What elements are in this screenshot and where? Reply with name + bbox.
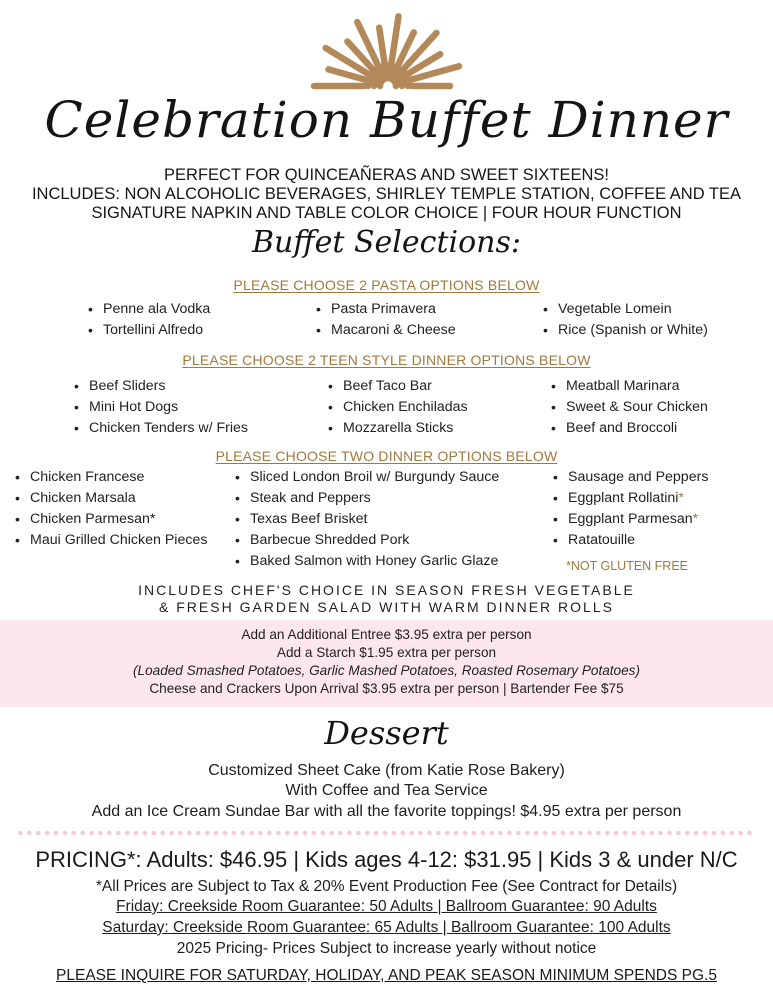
dessert-line: Add an Ice Cream Sundae Bar with all the favorite toppings! $4.95 extra per person — [91, 803, 682, 820]
pricing-line: PRICING*: Adults: $46.95 | Kids ages 4-12: $31.95 | Kids 3 & under N/C — [35, 847, 738, 872]
sunburst-logo — [300, 6, 476, 90]
addon-line: Add an Additional Entree $3.95 extra per person — [241, 627, 532, 642]
list-item: • Sausage and Peppers — [551, 467, 708, 488]
teen-column — [549, 376, 708, 439]
teen-options-heading: PLEASE CHOOSE 2 TEEN STYLE DINNER OPTIONS BELOW — [182, 352, 591, 368]
page-title: Celebration Buffet Dinner — [44, 91, 729, 149]
list-item: • Beef Taco Bar — [326, 376, 468, 397]
dessert-line: Customized Sheet Cake (from Katie Rose Bakery) — [208, 762, 565, 779]
dinner-column — [551, 467, 708, 551]
list-item: • Chicken Enchiladas — [326, 397, 468, 418]
includes-line: INCLUDES CHEF'S CHOICE IN SEASON FRESH VEGETABLE — [138, 582, 635, 598]
list-item — [13, 509, 207, 530]
not-gluten-free-marker: * — [678, 490, 684, 506]
list-item: • Steak and Peppers — [233, 488, 499, 509]
saturday-guarantee: Saturday: Creekside Room Guarantee: 65 Adults | Ballroom Guarantee: 100 Adults — [102, 919, 671, 936]
dessert-title: Dessert — [324, 714, 449, 752]
list-item: • Mozzarella Sticks — [326, 418, 468, 439]
list-item: • Tortellini Alfredo — [86, 320, 210, 341]
list-item: • Meatball Marinara — [549, 376, 708, 397]
teen-column — [326, 376, 468, 439]
friday-guarantee: Friday: Creekside Room Guarantee: 50 Adults | Ballroom Guarantee: 90 Adults — [116, 898, 657, 915]
pasta-column — [541, 299, 708, 341]
addons-band — [0, 620, 773, 707]
gluten-note: *NOT GLUTEN FREE — [566, 559, 689, 573]
list-item: • Sweet & Sour Chicken — [549, 397, 708, 418]
list-item: • Macaroni & Cheese — [314, 320, 456, 341]
dinner-column — [233, 467, 499, 572]
addon-line: Add a Starch $1.95 extra per person — [276, 645, 497, 660]
list-item: • Mini Hot Dogs — [72, 397, 248, 418]
list-item — [551, 488, 708, 509]
intro-line: INCLUDES: NON ALCOHOLIC BEVERAGES, SHIRLEY TEMPLE STATION, COFFEE AND TEA — [31, 185, 742, 203]
list-item: • Texas Beef Brisket — [233, 509, 499, 530]
list-item-label: Eggplant Parmesan — [568, 511, 693, 527]
dinner-options-heading: PLEASE CHOOSE TWO DINNER OPTIONS BELOW — [215, 448, 558, 464]
list-item — [551, 509, 708, 530]
dotted-divider — [16, 829, 756, 837]
dessert-line: With Coffee and Tea Service — [285, 782, 488, 799]
list-item: • Beef and Broccoli — [549, 418, 708, 439]
list-item: • Chicken Francese — [13, 467, 207, 488]
list-item: • Barbecue Shredded Pork — [233, 530, 499, 551]
not-gluten-free-marker: * — [149, 511, 156, 527]
list-item-label: Eggplant Rollatini — [568, 490, 679, 506]
pricing-increase-note: 2025 Pricing- Prices Subject to increase yearly without notice — [176, 940, 597, 957]
logo-ray — [379, 28, 384, 64]
list-item: • Baked Salmon with Honey Garlic Glaze — [233, 551, 499, 572]
list-item: • Vegetable Lomein — [541, 299, 708, 320]
list-item: • Penne ala Vodka — [86, 299, 210, 320]
logo-ray — [391, 16, 398, 63]
list-item: • Pasta Primavera — [314, 299, 456, 320]
tax-note: *All Prices are Subject to Tax & 20% Event Production Fee (See Contract for Details) — [95, 878, 678, 895]
list-item: • Chicken Marsala — [13, 488, 207, 509]
list-item: • Chicken Tenders w/ Fries — [72, 418, 248, 439]
list-item: • Ratatouille — [551, 530, 708, 551]
dinner-column — [13, 467, 207, 551]
intro-line: SIGNATURE NAPKIN AND TABLE COLOR CHOICE | FOUR HOUR FUNCTION — [91, 204, 682, 222]
list-item: • Maui Grilled Chicken Pieces — [13, 530, 207, 551]
intro-line: PERFECT FOR QUINCEAÑERAS AND SWEET SIXTEENS! — [164, 166, 609, 184]
list-item-label: Chicken Parmesan — [30, 511, 150, 527]
list-item: • Beef Sliders — [72, 376, 248, 397]
logo-arc — [380, 78, 396, 86]
includes-line: & FRESH GARDEN SALAD WITH WARM DINNER ROLLS — [159, 599, 614, 615]
addon-line: Cheese and Crackers Upon Arrival $3.95 extra per person | Bartender Fee $75 — [149, 681, 624, 696]
pasta-column — [86, 299, 210, 341]
minimum-spend-note: PLEASE INQUIRE FOR SATURDAY, HOLIDAY, AND PEAK SEASON MINIMUM SPENDS PG.5 — [56, 967, 717, 984]
pasta-options-heading: PLEASE CHOOSE 2 PASTA OPTIONS BELOW — [233, 277, 540, 293]
list-item: • Rice (Spanish or White) — [541, 320, 708, 341]
pasta-column — [314, 299, 456, 341]
list-item: • Sliced London Broil w/ Burgundy Sauce — [233, 467, 499, 488]
teen-column — [72, 376, 248, 439]
addon-note: (Loaded Smashed Potatoes, Garlic Mashed Potatoes, Roasted Rosemary Potatoes) — [132, 663, 641, 678]
buffet-selections-title: Buffet Selections: — [252, 225, 521, 260]
not-gluten-free-marker: * — [692, 511, 699, 527]
